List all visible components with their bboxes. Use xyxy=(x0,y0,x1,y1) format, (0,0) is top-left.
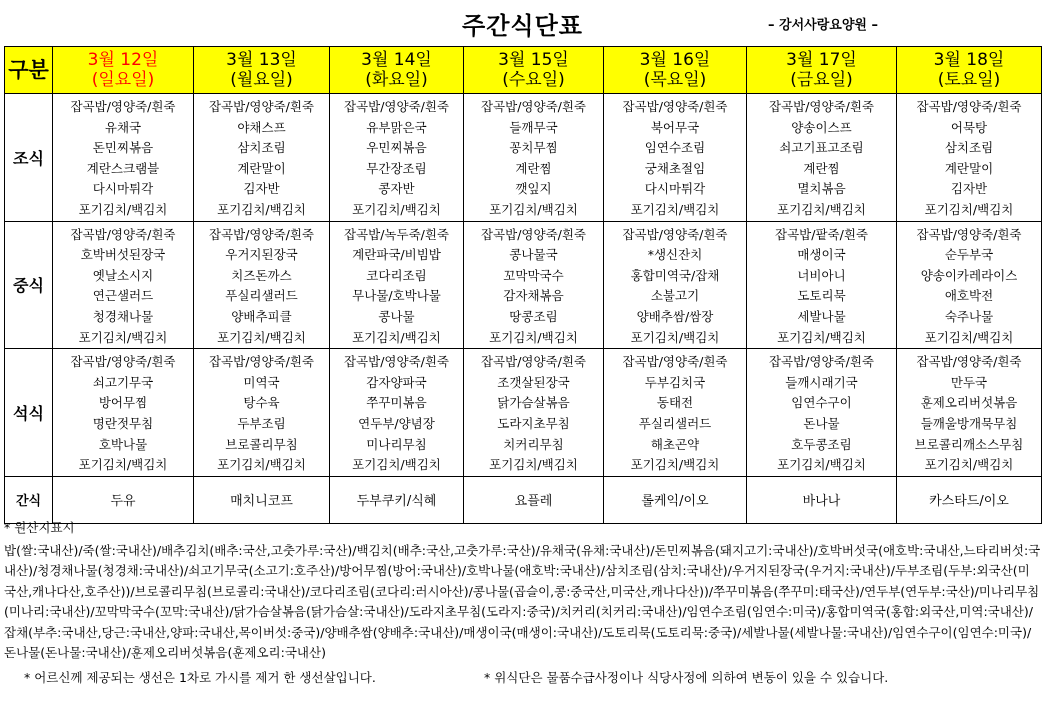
menu-item: 미나리무침 xyxy=(366,436,427,452)
menu-cell xyxy=(53,221,194,349)
menu-item: 땅콩조림 xyxy=(509,308,558,324)
menu-cell xyxy=(604,94,747,222)
weekly-menu-table xyxy=(4,46,1042,524)
menu-item: 쇠고기표고조림 xyxy=(779,140,864,156)
menu-item: 포기김치/백김치 xyxy=(78,201,168,217)
menu-item: 포기김치/백김치 xyxy=(489,457,578,473)
menu-item: 잡곡밥/녹두죽/흰죽 xyxy=(343,226,450,242)
menu-item: 어묵탕 xyxy=(950,119,988,135)
menu-item: 포기김치/백김치 xyxy=(489,329,578,345)
menu-item: 들깨울방개묵무침 xyxy=(920,415,1018,431)
menu-item: 잡곡밥/영양죽/흰죽 xyxy=(70,354,176,370)
menu-item: 잡곡밥/영양죽/흰죽 xyxy=(208,226,315,242)
menu-item: 임연수조림 xyxy=(644,140,706,156)
menu-item: 잡곡밥/영양죽/흰죽 xyxy=(622,99,728,114)
menu-cell xyxy=(897,94,1042,222)
meal-row xyxy=(5,349,1042,477)
menu-item: 돈민찌볶음 xyxy=(92,140,154,156)
fish-note: * 어르신께 제공되는 생선은 1차로 가시를 제거 한 생선살입니다. xyxy=(24,669,376,685)
menu-item: 두부김치국 xyxy=(644,374,706,390)
menu-cell xyxy=(464,94,604,222)
menu-item: 옛날소시지 xyxy=(92,267,154,283)
meal-label: 석식 xyxy=(5,349,53,477)
menu-item: 홍합미역국/잡채 xyxy=(630,267,720,283)
menu-item: 포기김치/백김치 xyxy=(352,329,441,345)
menu-item: 삼치조림 xyxy=(237,140,286,156)
menu-item: 도라지초무침 xyxy=(497,415,570,431)
menu-item: 계란스크램블 xyxy=(86,160,160,176)
menu-cell xyxy=(747,221,897,349)
menu-item: 꽁치무찜 xyxy=(509,140,558,156)
menu-item: 청경채나물 xyxy=(92,308,154,324)
snack-row xyxy=(5,476,1042,523)
day-header xyxy=(464,47,604,94)
menu-item: 잡곡밥/영양죽/흰죽 xyxy=(343,354,450,370)
day-header xyxy=(747,47,897,94)
day-weekday: (금요일) xyxy=(790,70,853,90)
menu-item: 숙주나물 xyxy=(944,308,994,324)
menu-cell xyxy=(747,94,897,222)
menu-item: 김자반 xyxy=(243,181,280,197)
menu-item: 호박버섯된장국 xyxy=(80,247,166,263)
day-header xyxy=(330,47,464,94)
menu-item: 무나물/호박나물 xyxy=(352,288,441,304)
menu-item: 포기김치/백김치 xyxy=(78,457,168,473)
menu-item: 멸치볶음 xyxy=(797,181,846,197)
menu-item: 우거지된장국 xyxy=(225,247,298,263)
origin-text: 밥(쌀:국내산)/죽(쌀:국내산)/배추김치(배추:국산,고춧가루:국산)/백김치(배추:국산,고춧가루:국산)/유채국(유채:국내산)/돈민찌볶음(돼지고기:국내산)/호박버섯국(애호박:국내산,느타리버섯:국내산)/청경채나물(청경채:국내산)/쇠고기무국(소고기:호주산)/방어무찜(방어:국내산)/호박나물(애호박:국내산)/삼치조림(삼치:국내산)/우거지된장국(우거지:국내산)/두부조림(두부:외국산(미국산,캐나다산,호주산))/브로콜리무침(브로콜리:국내산)/코다리조림(코다리:러시아산)/콩나물(곱슬이,콩:중국산,미국산,캐나다산))/쭈꾸미볶음(쭈꾸미:태국산)/연두부(연두부:국산)/미나리무침(미나리:국내산)/꼬막막국수(꼬막:국내산)/닭가슴살볶음(닭가슴살:국내산)/도라지초무침(도라지:중국)/치커리(치커리:국내산)/임연수조림(임연수:미국)/홍합미역국(홍합:외국산,미역:국내산)/잡채(부추:국내산,당근:국내산,양파:국내산,목이버섯:중국)/양배추쌈(양배추:국내산)/매생이국(매생이:국내산)/도토리묵(도토리묵:중국)/세발나물(세발나물:국내산)/임연수구이(임연수:미국)/돈나물(돈나물:국내산)/훈제오리버섯볶음(훈제오리:국내산) xyxy=(4,542,1041,660)
menu-item: 포기김치/백김치 xyxy=(924,201,1014,217)
menu-cell xyxy=(53,94,194,222)
menu-item: 유부맑은국 xyxy=(366,119,427,135)
menu-item: 양배추쌈/쌈장 xyxy=(636,308,714,324)
menu-change-note: * 위식단은 물품수급사정이나 식당사정에 의하여 변동이 있을 수 있습니다. xyxy=(484,669,889,685)
menu-item: 잡곡밥/팥죽/흰죽 xyxy=(775,226,868,242)
menu-item: 양배추피클 xyxy=(231,308,292,324)
menu-cell xyxy=(194,349,330,477)
snack-label: 간식 xyxy=(5,476,53,523)
menu-item: 양송이스프 xyxy=(791,119,852,135)
menu-item: 명란젓무침 xyxy=(92,415,154,431)
day-weekday: (수요일) xyxy=(502,70,565,90)
menu-cell xyxy=(53,349,194,477)
day-header xyxy=(604,47,747,94)
menu-item: 임연수구이 xyxy=(791,395,852,411)
menu-item: 포기김치/백김치 xyxy=(352,201,441,217)
menu-item: 동태전 xyxy=(656,395,694,411)
menu-item: 콩나물 xyxy=(378,308,415,324)
menu-item: 감자양파국 xyxy=(366,374,427,390)
menu-cell xyxy=(604,349,747,477)
menu-item: 연두부/양념장 xyxy=(358,415,435,431)
snack-item: 바나나 xyxy=(747,476,897,523)
menu-cell xyxy=(194,94,330,222)
menu-item: 연근샐러드 xyxy=(92,288,154,304)
menu-item: 잡곡밥/영양죽/흰죽 xyxy=(343,99,450,114)
snack-item: 두유 xyxy=(53,476,194,523)
menu-item: 계란말이 xyxy=(237,160,286,176)
menu-item: 쭈꾸미볶음 xyxy=(366,395,427,411)
day-date: 3월 14일 xyxy=(361,50,432,70)
snack-item: 두부쿠키/식혜 xyxy=(330,476,464,523)
menu-item: 순두부국 xyxy=(944,247,994,263)
menu-item: 조갯살된장국 xyxy=(497,374,570,390)
meal-row xyxy=(5,221,1042,349)
menu-item: 매생이국 xyxy=(797,247,846,263)
day-weekday: (화요일) xyxy=(365,70,428,90)
menu-item: 잡곡밥/영양죽/흰죽 xyxy=(480,99,587,114)
page-title: 주간식단표 xyxy=(462,12,583,40)
menu-item: 닭가슴살볶음 xyxy=(497,395,570,411)
menu-item: 도토리묵 xyxy=(797,288,846,304)
menu-item: 너비아니 xyxy=(797,267,846,283)
menu-item: 애호박전 xyxy=(944,288,994,304)
menu-cell xyxy=(330,349,464,477)
menu-item: 돈나물 xyxy=(803,415,840,431)
menu-item: 다시마튀각 xyxy=(644,181,706,197)
menu-item: 소불고기 xyxy=(650,288,700,304)
day-date: 3월 13일 xyxy=(226,50,297,70)
origin-notes xyxy=(4,518,1041,688)
header-row xyxy=(5,47,1042,94)
menu-item: 포기김치/백김치 xyxy=(777,457,866,473)
menu-item: 방어무찜 xyxy=(98,395,148,411)
day-weekday: (일요일) xyxy=(91,70,155,90)
menu-item: 꼬막막국수 xyxy=(503,267,564,283)
menu-item: 잡곡밥/영양죽/흰죽 xyxy=(622,354,728,370)
menu-item: 포기김치/백김치 xyxy=(78,329,168,345)
menu-item: 깻잎지 xyxy=(515,181,552,197)
menu-item: 포기김치/백김치 xyxy=(217,201,306,217)
menu-item: 잡곡밥/영양죽/흰죽 xyxy=(768,354,875,370)
snack-item: 롤케익/이오 xyxy=(604,476,747,523)
menu-cell xyxy=(330,221,464,349)
menu-item: 세발나물 xyxy=(797,308,846,324)
menu-item: 만두국 xyxy=(950,374,988,390)
menu-item: 브로콜리깨소스무침 xyxy=(914,436,1024,452)
day-header xyxy=(194,47,330,94)
menu-item: 콩나물국 xyxy=(509,247,558,263)
menu-item: 포기김치/백김치 xyxy=(924,329,1014,345)
menu-item: 치즈돈까스 xyxy=(231,267,292,283)
day-date: 3월 15일 xyxy=(498,50,569,70)
menu-item: 미역국 xyxy=(243,374,280,390)
menu-item: 푸실리샐러드 xyxy=(225,288,298,304)
menu-item: 들깨시래기국 xyxy=(785,374,858,390)
snack-item: 카스타드/이오 xyxy=(897,476,1042,523)
day-date: 3월 18일 xyxy=(933,50,1005,70)
organization-name: – 강서사랑요양원 – xyxy=(768,18,878,33)
menu-item: 탕수육 xyxy=(243,395,280,411)
menu-item: 계란찜 xyxy=(803,160,840,176)
menu-cell xyxy=(464,221,604,349)
menu-item: 호박나물 xyxy=(98,436,148,452)
meal-row xyxy=(5,94,1042,222)
menu-item: 포기김치/백김치 xyxy=(777,329,866,345)
menu-item: 잡곡밥/영양죽/흰죽 xyxy=(916,226,1022,242)
menu-item: 포기김치/백김치 xyxy=(352,457,441,473)
menu-item: 브로콜리무침 xyxy=(225,436,298,452)
menu-item: 잡곡밥/영양죽/흰죽 xyxy=(916,99,1022,114)
menu-item: 우민찌볶음 xyxy=(366,140,427,156)
meal-label: 중식 xyxy=(5,221,53,349)
day-date: 3월 17일 xyxy=(786,50,857,70)
menu-item: 잡곡밥/영양죽/흰죽 xyxy=(622,226,728,242)
menu-item: 잡곡밥/영양죽/흰죽 xyxy=(480,354,587,370)
meal-label: 조식 xyxy=(5,94,53,222)
menu-item: 무간장조림 xyxy=(366,160,427,176)
menu-item: 잡곡밥/영양죽/흰죽 xyxy=(768,99,875,114)
menu-item: 잡곡밥/영양죽/흰죽 xyxy=(208,354,315,370)
menu-item: 계란찜 xyxy=(515,160,552,176)
menu-item: 콩자반 xyxy=(378,181,415,197)
menu-item: 삼치조림 xyxy=(944,140,994,156)
day-header xyxy=(897,47,1042,94)
menu-item: 잡곡밥/영양죽/흰죽 xyxy=(208,99,315,114)
day-weekday: (월요일) xyxy=(230,70,293,90)
menu-item: 쇠고기무국 xyxy=(92,374,154,390)
origin-header: * 원산지표시 xyxy=(4,520,75,535)
menu-item: 들깨무국 xyxy=(509,119,558,135)
menu-item: 두부조림 xyxy=(237,415,286,431)
menu-item: 포기김치/백김치 xyxy=(777,201,866,217)
menu-item: 포기김치/백김치 xyxy=(489,201,578,217)
menu-item: 호두콩조림 xyxy=(791,436,852,452)
menu-cell xyxy=(464,349,604,477)
menu-item: 푸실리샐러드 xyxy=(638,415,712,431)
menu-item: 포기김치/백김치 xyxy=(630,201,720,217)
menu-item: 북어무국 xyxy=(650,119,700,135)
menu-item: 포기김치/백김치 xyxy=(217,329,306,345)
menu-item: 계란파국/비빔밥 xyxy=(352,247,441,263)
menu-cell xyxy=(194,221,330,349)
day-date: 3월 12일 xyxy=(87,50,159,70)
menu-item: 김자반 xyxy=(950,181,988,197)
menu-item: 포기김치/백김치 xyxy=(630,457,720,473)
menu-item: 포기김치/백김치 xyxy=(630,329,720,345)
day-date: 3월 16일 xyxy=(639,50,711,70)
menu-item: 포기김치/백김치 xyxy=(217,457,306,473)
menu-item: 치커리무침 xyxy=(503,436,564,452)
menu-cell xyxy=(604,221,747,349)
day-weekday: (목요일) xyxy=(643,70,707,90)
menu-item: 잡곡밥/영양죽/흰죽 xyxy=(70,99,176,114)
menu-item: 잡곡밥/영양죽/흰죽 xyxy=(916,354,1022,370)
snack-item: 요플레 xyxy=(464,476,604,523)
menu-item: 코다리조림 xyxy=(366,267,427,283)
menu-item: 야채스프 xyxy=(237,119,286,135)
menu-item: 다시마튀각 xyxy=(92,181,154,197)
menu-cell xyxy=(897,221,1042,349)
snack-item: 매치니코프 xyxy=(194,476,330,523)
day-weekday: (토요일) xyxy=(937,70,1001,90)
menu-item: 잡곡밥/영양죽/흰죽 xyxy=(70,226,176,242)
menu-item: 유채국 xyxy=(104,119,142,135)
menu-cell xyxy=(897,349,1042,477)
menu-item: 계란말이 xyxy=(944,160,994,176)
menu-item: 포기김치/백김치 xyxy=(924,457,1014,473)
menu-item: 훈제오리버섯볶음 xyxy=(920,395,1018,411)
corner-label: 구분 xyxy=(5,47,53,94)
menu-item: 잡곡밥/영양죽/흰죽 xyxy=(480,226,587,242)
menu-item: 감자채볶음 xyxy=(503,288,564,304)
menu-cell xyxy=(747,349,897,477)
menu-cell xyxy=(330,94,464,222)
menu-item: *생신잔치 xyxy=(647,247,703,263)
menu-item: 양송이카레라이스 xyxy=(920,267,1018,283)
day-header xyxy=(53,47,194,94)
menu-item: 해초곤약 xyxy=(650,436,700,452)
menu-item: 궁채초절임 xyxy=(644,160,706,176)
